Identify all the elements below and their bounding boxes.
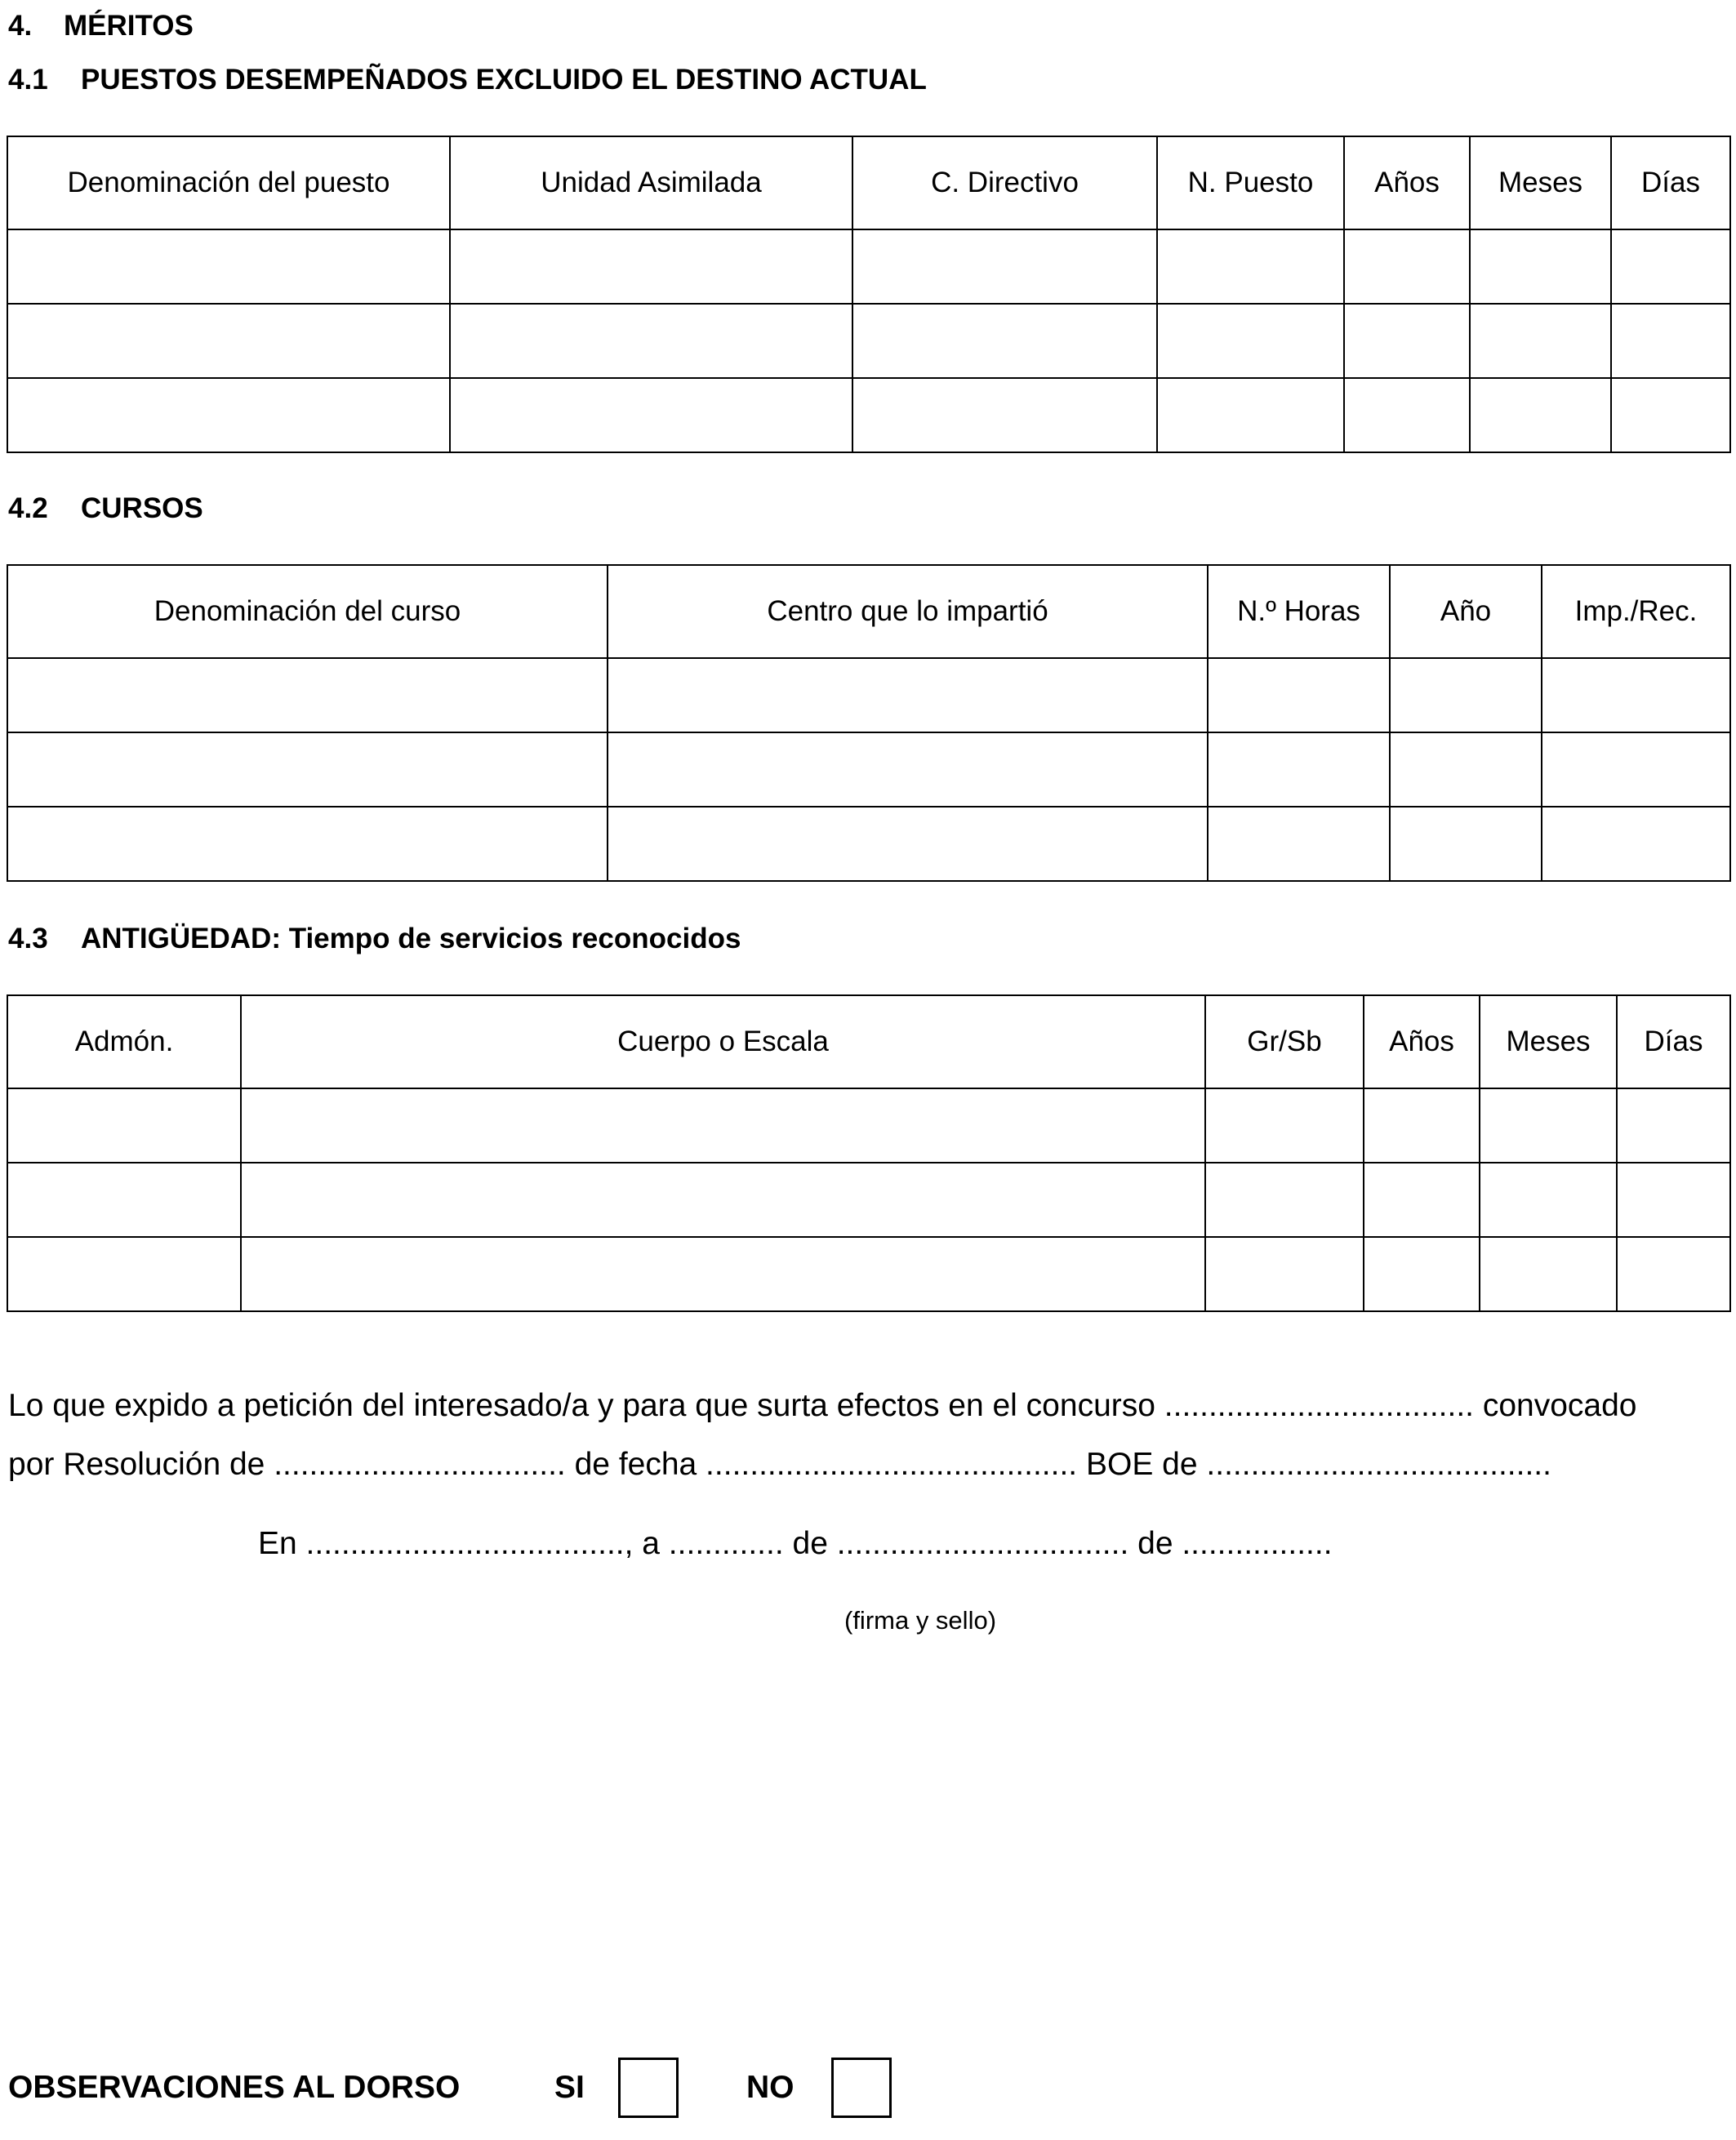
table-cell[interactable] xyxy=(1157,378,1344,452)
table-cell[interactable] xyxy=(1470,229,1611,304)
table-cell[interactable] xyxy=(608,658,1208,732)
column-header: Gr/Sb xyxy=(1205,995,1364,1088)
subsection-heading-4-3 xyxy=(8,921,741,957)
table-cell[interactable] xyxy=(1480,1237,1617,1311)
subsection-heading-4-2 xyxy=(8,491,203,527)
column-header: Meses xyxy=(1480,995,1617,1088)
table-cell[interactable] xyxy=(1390,658,1542,732)
section-title: MÉRITOS xyxy=(64,10,194,42)
table-cell[interactable] xyxy=(1208,658,1390,732)
table-cell[interactable] xyxy=(1157,229,1344,304)
table-header-row xyxy=(7,136,1730,229)
table-cell[interactable] xyxy=(450,378,852,452)
table-cell[interactable] xyxy=(608,732,1208,807)
table-cell[interactable] xyxy=(1617,1237,1730,1311)
table-cell[interactable] xyxy=(1205,1237,1364,1311)
table-cell[interactable] xyxy=(241,1237,1205,1311)
column-header: Cuerpo o Escala xyxy=(241,995,1205,1088)
subsection-title: ANTIGÜEDAD: Tiempo de servicios reconocidos xyxy=(81,923,741,954)
section-heading xyxy=(8,8,194,44)
table-cell[interactable] xyxy=(1542,807,1730,881)
column-header: Año xyxy=(1390,565,1542,658)
table-cell[interactable] xyxy=(1611,229,1730,304)
si-label: SI xyxy=(554,2070,585,2105)
table-cell[interactable] xyxy=(241,1163,1205,1237)
table-row xyxy=(7,378,1730,452)
table-row xyxy=(7,658,1730,732)
table-cell[interactable] xyxy=(1470,378,1611,452)
column-header: N. Puesto xyxy=(1157,136,1344,229)
place-date-line: En ...................................., a ............. de ................................. de ................. xyxy=(258,1526,1333,1561)
table-cell[interactable] xyxy=(1364,1088,1480,1163)
certification-line-2: por Resolución de ................................. de fecha .......................................... BOE de ....................................... xyxy=(8,1447,1551,1482)
table-cell[interactable] xyxy=(1611,304,1730,378)
table-cell[interactable] xyxy=(1480,1088,1617,1163)
column-header: Meses xyxy=(1470,136,1611,229)
column-header: N.º Horas xyxy=(1208,565,1390,658)
column-header: Imp./Rec. xyxy=(1542,565,1730,658)
subsection-number: 4.1 xyxy=(8,64,48,96)
table-cell[interactable] xyxy=(852,229,1157,304)
table-cell[interactable] xyxy=(1205,1163,1364,1237)
table-cell[interactable] xyxy=(852,304,1157,378)
table-cell[interactable] xyxy=(1470,304,1611,378)
table-cell[interactable] xyxy=(7,732,608,807)
table-cell[interactable] xyxy=(7,658,608,732)
table-puestos xyxy=(7,136,1731,453)
table-row xyxy=(7,1237,1730,1311)
column-header: Días xyxy=(1611,136,1730,229)
subsection-heading-4-1 xyxy=(8,62,927,98)
table-cursos xyxy=(7,564,1731,882)
observaciones-label: OBSERVACIONES AL DORSO xyxy=(8,2070,461,2105)
table-cell[interactable] xyxy=(450,304,852,378)
table-row xyxy=(7,1088,1730,1163)
certification-line-1: Lo que expido a petición del interesado/a y para que surta efectos en el concurso ................................... convocado xyxy=(8,1388,1637,1423)
column-header: Años xyxy=(1344,136,1470,229)
table-cell[interactable] xyxy=(1205,1088,1364,1163)
subsection-title: PUESTOS DESEMPEÑADOS EXCLUIDO EL DESTINO ACTUAL xyxy=(81,64,927,96)
table-cell[interactable] xyxy=(1364,1237,1480,1311)
column-header: Años xyxy=(1364,995,1480,1088)
column-header: Admón. xyxy=(7,995,241,1088)
table-row xyxy=(7,229,1730,304)
table-cell[interactable] xyxy=(7,378,450,452)
table-cell[interactable] xyxy=(7,1237,241,1311)
table-header-row xyxy=(7,565,1730,658)
table-cell[interactable] xyxy=(7,807,608,881)
table-header-row xyxy=(7,995,1730,1088)
table-cell[interactable] xyxy=(1344,229,1470,304)
column-header: Denominación del puesto xyxy=(7,136,450,229)
column-header: Centro que lo impartió xyxy=(608,565,1208,658)
column-header: Denominación del curso xyxy=(7,565,608,658)
table-row xyxy=(7,732,1730,807)
signature-note: (firma y sello) xyxy=(844,1606,997,1635)
table-cell[interactable] xyxy=(1344,378,1470,452)
table-cell[interactable] xyxy=(7,229,450,304)
subsection-title: CURSOS xyxy=(81,492,203,524)
table-cell[interactable] xyxy=(852,378,1157,452)
subsection-number: 4.2 xyxy=(8,492,48,524)
table-cell[interactable] xyxy=(1617,1088,1730,1163)
table-cell[interactable] xyxy=(1157,304,1344,378)
table-cell[interactable] xyxy=(7,304,450,378)
table-cell[interactable] xyxy=(1390,807,1542,881)
column-header: C. Directivo xyxy=(852,136,1157,229)
table-cell[interactable] xyxy=(1542,658,1730,732)
table-cell[interactable] xyxy=(450,229,852,304)
table-cell[interactable] xyxy=(7,1163,241,1237)
table-cell[interactable] xyxy=(1390,732,1542,807)
table-row xyxy=(7,304,1730,378)
table-cell[interactable] xyxy=(7,1088,241,1163)
table-cell[interactable] xyxy=(608,807,1208,881)
table-cell[interactable] xyxy=(1617,1163,1730,1237)
column-header: Días xyxy=(1617,995,1730,1088)
table-row xyxy=(7,1163,1730,1237)
table-cell[interactable] xyxy=(1611,378,1730,452)
no-label: NO xyxy=(746,2070,795,2105)
column-header: Unidad Asimilada xyxy=(450,136,852,229)
table-cell[interactable] xyxy=(1344,304,1470,378)
table-cell[interactable] xyxy=(1480,1163,1617,1237)
table-cell[interactable] xyxy=(1542,732,1730,807)
no-checkbox[interactable] xyxy=(831,2058,892,2118)
table-antiguedad xyxy=(7,994,1731,1312)
table-cell[interactable] xyxy=(1364,1163,1480,1237)
subsection-number: 4.3 xyxy=(8,923,48,954)
section-number: 4. xyxy=(8,10,33,42)
table-cell[interactable] xyxy=(241,1088,1205,1163)
table-cell[interactable] xyxy=(1208,732,1390,807)
table-cell[interactable] xyxy=(1208,807,1390,881)
si-checkbox[interactable] xyxy=(618,2058,679,2118)
table-row xyxy=(7,807,1730,881)
